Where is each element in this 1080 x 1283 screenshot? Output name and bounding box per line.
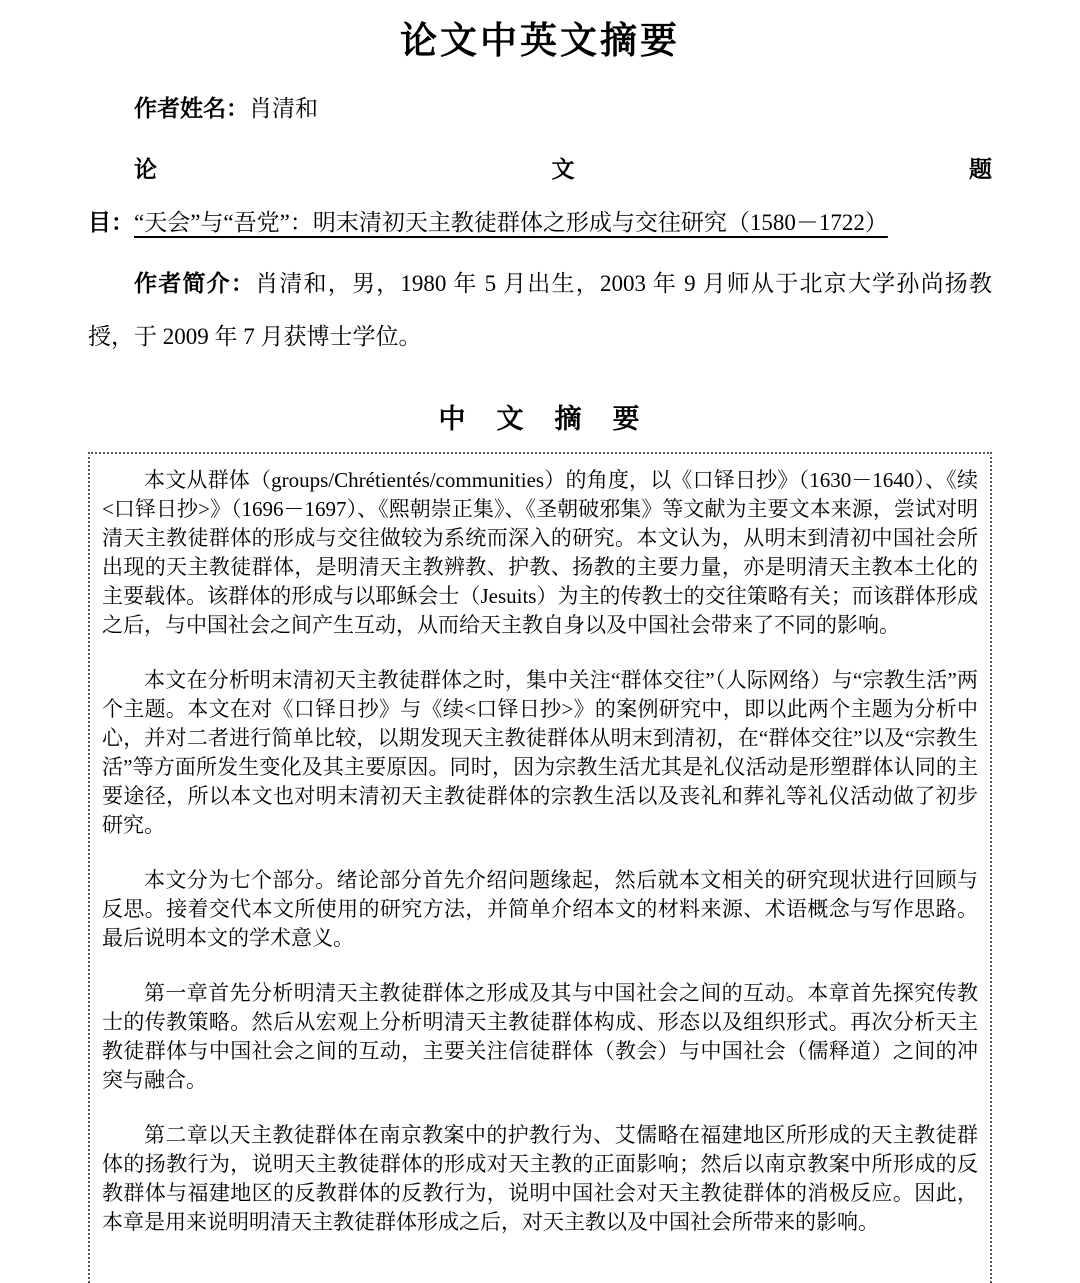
abstract-paragraph: 第二章以天主教徒群体在南京教案中的护教行为、艾儒略在福建地区所形成的天主教徒群体的扬教行为，说明天主教徒群体的形成对天主教的正面影响；然后以南京教案中所形成的反教群体与福建地区的反教群体的反教行为，说明中国社会对天主教徒群体的消极反应。因此，本章是用来说明明清天主教徒群体形成之后，对天主教以及中国社会所带来的影响。 xyxy=(102,1123,978,1234)
thesis-title-value: “天会”与“吾党”：明末清初天主教徒群体之形成与交往研究（1580－1722） xyxy=(134,210,888,235)
abstract-paragraph: 本文在分析明末清初天主教徒群体之时，集中关注“群体交往”（人际网络）与“宗教生活”两个主题。本文在对《口铎日抄》与《续<口铎日抄>》的案例研究中，即以此两个主题为分析中心，并对二者进行简单比较，以期发现天主教徒群体从明末到清初，在“群体交往”以及“宗教生活”等方面所发生变化及其主要原因。同时，因为宗教生活尤其是礼仪活动是形塑群体认同的主要途径，所以本文也对明末清初天主教徒群体的宗教生活以及丧礼和葬礼等礼仪活动做了初步研究。 xyxy=(102,668,978,837)
abstract-box xyxy=(88,452,992,1283)
author-bio-line xyxy=(88,257,992,363)
page-title: 论文中英文摘要 xyxy=(400,21,680,62)
meta-section xyxy=(88,82,992,363)
thesis-title-line xyxy=(88,143,992,249)
thesis-title-label: 论文题目： xyxy=(88,157,992,235)
abstract-paragraph: 本文从群体（groups/Chrétientés/communities）的角度，以《口铎日抄》（1630－1640）、《续<口铎日抄>》（1696－1697）、《熙朝崇正集》、《圣朝破邪集》等文献为主要文本来源，尝试对明清天主教徒群体的形成与交往做较为系统而深入的研究。本文认为，从明末到清初中国社会所出现的天主教徒群体，是明清天主教辨教、护教、扬教的主要力量，亦是明清天主教本土化的主要载体。该群体的形成与以耶稣会士（Jesuits）为主的传教士的交往策略有关；而该群体形成之后，与中国社会之间产生互动，从而给天主教自身以及中国社会带来了不同的影响。 xyxy=(102,468,978,637)
author-bio-label: 作者简介： xyxy=(134,271,256,296)
author-name-value: 肖清和 xyxy=(249,96,318,121)
chinese-abstract-heading: 中 文 摘 要 xyxy=(438,404,642,434)
abstract-paragraph: 第一章首先分析明清天主教徒群体之形成及其与中国社会之间的互动。本章首先探究传教士的传教策略。然后从宏观上分析明清天主教徒群体构成、形态以及组织形式。再次分析天主教徒群体与中国社会之间的互动，主要关注信徒群体（教会）与中国社会（儒释道）之间的冲突与融合。 xyxy=(102,981,978,1092)
abstract-paragraph: 本文分为七个部分。绪论部分首先介绍问题缘起，然后就本文相关的研究现状进行回顾与反思。接着交代本文所使用的研究方法，并简单介绍本文的材料来源、术语概念与写作思路。最后说明本文的学术意义。 xyxy=(102,868,978,950)
author-name-label: 作者姓名： xyxy=(134,96,249,121)
author-bio-value: 肖清和，男，1980 年 5 月出生，2003 年 9 月师从于北京大学孙尚扬教授，于 2009 年 7 月获博士学位。 xyxy=(88,271,993,349)
author-name-line xyxy=(88,82,992,135)
